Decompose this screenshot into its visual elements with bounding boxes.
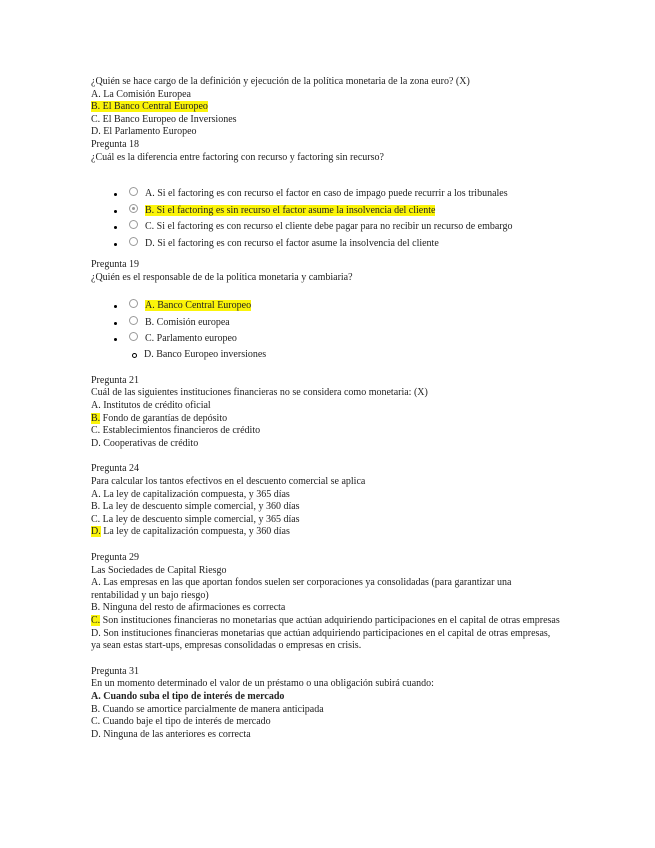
- q29-option-c-text: Son instituciones financieras no monetarias que actúan adquiriendo participaciones en el capital de otras empresas: [102, 614, 560, 626]
- q21-option-a: A. Institutos de crédito oficial: [91, 400, 211, 412]
- q29-question: Las Sociedades de Capital Riesgo: [91, 564, 227, 576]
- radio-button-icon[interactable]: [129, 316, 138, 325]
- q29-option-d: D. Son instituciones financieras monetarias que actúan adquiriendo participaciones en el capital de otras empresas, ya sean estas start-ups, empresas consolidadas o empresas en crisis.: [91, 627, 551, 652]
- q19-option-c-text: C. Parlamento europeo: [145, 333, 237, 345]
- q18-title: Pregunta 18: [91, 138, 140, 150]
- q19-option-b: [91, 315, 561, 332]
- q19-question: ¿Quién es el responsable de de la política monetaria y cambiaria?: [91, 271, 353, 283]
- q19-option-d: [91, 348, 561, 362]
- q18-option-b-text-highlighted: B. Si el factoring es sin recurso el factor asume la insolvencia del cliente: [145, 204, 436, 216]
- q21-option-b-letter-highlighted: B.: [91, 412, 101, 424]
- radio-button-icon[interactable]: [129, 299, 138, 308]
- q17-question: ¿Quién se hace cargo de la definición y ejecución de la política monetaria de la zona euro? (X): [91, 76, 470, 87]
- q31-option-c: C. Cuando baje el tipo de interés de mercado: [91, 716, 271, 728]
- q29-option-c-letter-highlighted: C.: [91, 614, 101, 626]
- q29-option-c: [91, 615, 561, 628]
- q18-question: ¿Cuál es la diferencia entre factoring con recurso y factoring sin recurso?: [91, 151, 384, 163]
- q18-options: [91, 186, 561, 252]
- q24-option-d-text: La ley de capitalización compuesta, y 360 días: [103, 526, 290, 538]
- q21-title: Pregunta 21: [91, 374, 140, 386]
- q18-option-a-text: A. Si el factoring es con recurso el factor en caso de impago puede recurrir a los tribunales: [145, 188, 508, 200]
- q19-option-b-text: B. Comisión europea: [145, 316, 230, 328]
- q31-option-d: D. Ninguna de las anteriores es correcta: [91, 728, 251, 740]
- radio-button-selected-icon[interactable]: [129, 204, 138, 213]
- q17-option-c: C. El Banco Europeo de Inversiones: [91, 113, 237, 125]
- q18-option-d: [91, 236, 561, 253]
- radio-button-icon[interactable]: [129, 187, 138, 196]
- q18-option-c-text: C. Si el factoring es con recurso el cliente debe pagar para no recibir un recurso de embargo: [145, 221, 513, 233]
- radio-button-icon[interactable]: [129, 237, 138, 246]
- q29-option-b: B. Ninguna del resto de afirmaciones es correcta: [91, 602, 286, 614]
- q21-option-c: C. Establecimientos financieros de crédito: [91, 425, 261, 437]
- q19-option-c: [91, 331, 561, 348]
- q31-title: Pregunta 31: [91, 665, 140, 677]
- q19-option-a: [91, 298, 561, 315]
- q31-question: En un momento determinado el valor de un préstamo o una obligación subirá cuando:: [91, 678, 434, 690]
- q24-question: Para calcular los tantos efectivos en el descuento comercial se aplica: [91, 476, 366, 487]
- bullet-icon: [114, 210, 117, 213]
- radio-button-icon[interactable]: [129, 220, 138, 229]
- q31-option-a-bold: A. Cuando suba el tipo de interés de mercado: [91, 690, 285, 702]
- q31-option-b: B. Cuando se amortice parcialmente de manera anticipada: [91, 703, 324, 715]
- q24-option-a: A. La ley de capitalización compuesta, y 365 días: [91, 488, 290, 500]
- bullet-icon: [114, 243, 117, 246]
- q29-title: Pregunta 29: [91, 551, 140, 563]
- bullet-icon: [114, 338, 117, 341]
- q17-option-d: D. El Parlamento Europeo: [91, 126, 197, 138]
- q18-option-b: [91, 203, 561, 220]
- q18-option-a: [91, 186, 561, 203]
- hollow-bullet-icon: [132, 353, 137, 358]
- bullet-icon: [114, 322, 117, 325]
- q19-options: [91, 298, 561, 348]
- q19-option-a-text-highlighted: A. Banco Central Europeo: [145, 300, 252, 312]
- q19-option-d-text: D. Banco Europeo inversiones: [144, 348, 267, 360]
- q24-option-c: C. La ley de descuento simple comercial, y 365 días: [91, 513, 300, 525]
- q17-option-a: A. La Comisión Europea: [91, 88, 191, 100]
- q17-option-b-highlighted: B. El Banco Central Europeo: [91, 101, 208, 113]
- q21-option-b: [91, 413, 561, 426]
- radio-button-icon[interactable]: [129, 332, 138, 341]
- q21-question: Cuál de las siguientes instituciones financieras no se considera como monetaria: (X): [91, 387, 428, 399]
- q24-option-d: [91, 526, 561, 539]
- bullet-icon: [114, 305, 117, 308]
- q19-title: Pregunta 19: [91, 259, 140, 271]
- q21-option-b-text: Fondo de garantías de depósito: [102, 412, 228, 424]
- q18-option-c: [91, 219, 561, 236]
- bullet-icon: [114, 193, 117, 196]
- q21-option-d: D. Cooperativas de crédito: [91, 437, 199, 449]
- q24-option-d-letter-highlighted: D.: [91, 526, 101, 538]
- bullet-icon: [114, 226, 117, 229]
- q18-option-d-text: D. Si el factoring es con recurso el factor asume la insolvencia del cliente: [145, 237, 439, 249]
- q24-option-b: B. La ley de descuento simple comercial, y 360 días: [91, 501, 300, 513]
- q29-option-a: A. Las empresas en las que aportan fondos suelen ser corporaciones ya consolidadas (para garantizar una rentabilidad y un bajo riesgo): [91, 577, 512, 601]
- q24-title: Pregunta 24: [91, 463, 140, 475]
- document-content: [91, 76, 561, 741]
